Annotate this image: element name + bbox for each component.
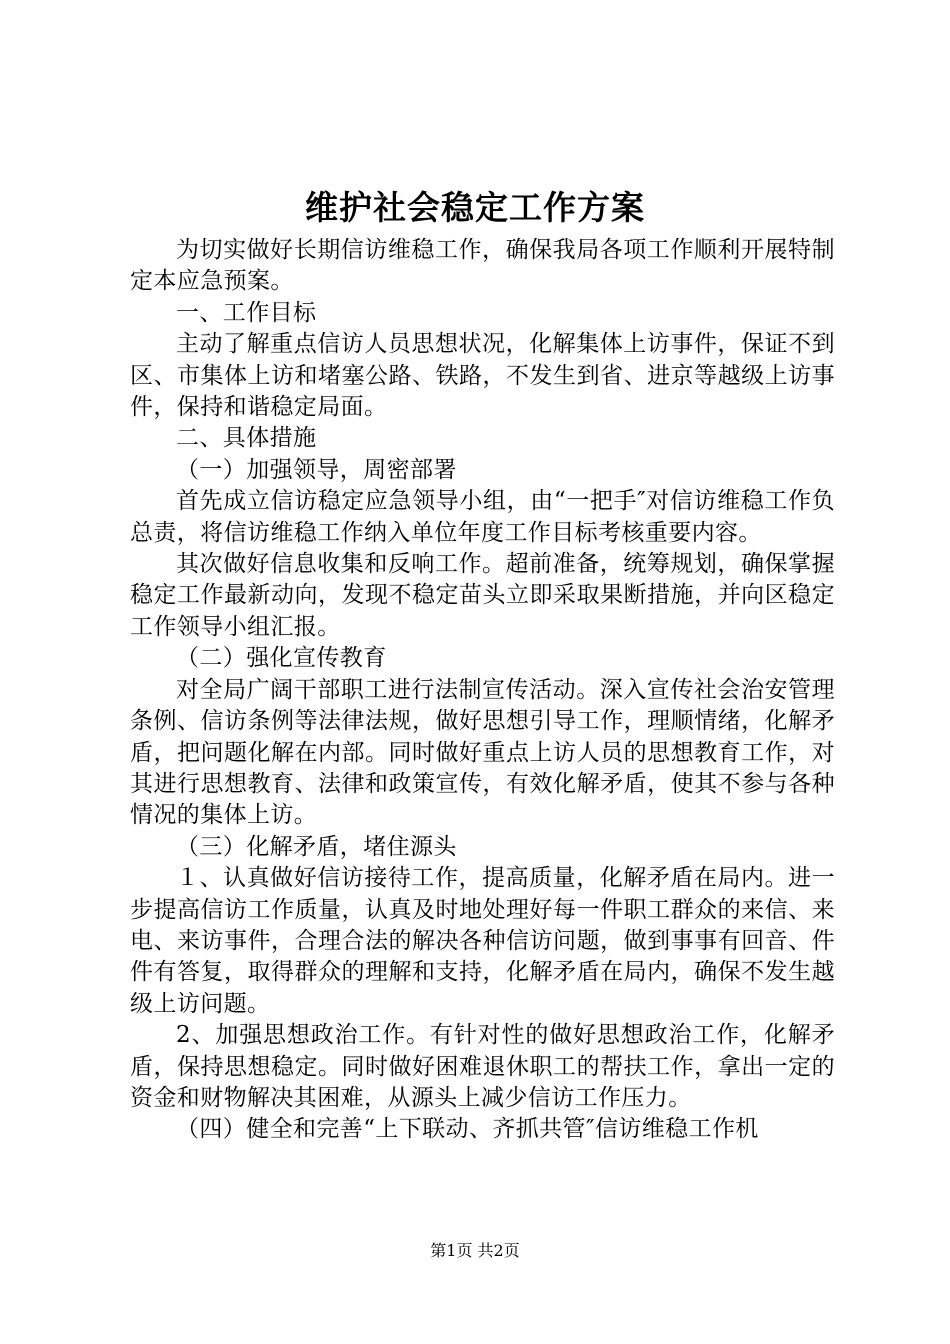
document-title: 维护社会稳定工作方案 <box>305 188 645 227</box>
section-heading-goals: 一、工作目标 <box>176 299 317 326</box>
education-paragraph: 对全局广阔干部职工进行法制宣传活动。深入宣传社会治安管理条例、信访条例等法律法规，做好思想引导工作，理顺情绪，化解矛盾，把问题化解在内部。同时做好重点上访人员的思想教育工作，对其进行思想教育、法律和政策宣传，有效化解矛盾，使其不参与各种情况的集体上访。 <box>130 676 835 829</box>
section-heading-measures: 二、具体措施 <box>176 425 317 452</box>
subheading-leadership: （一）加强领导，周密部署 <box>176 456 457 483</box>
intro-paragraph: 为切实做好长期信访维稳工作，确保我局各项工作顺利开展特制定本应急预案。 <box>130 237 835 295</box>
page-footer: 第1页 共2页 <box>430 1241 520 1260</box>
subheading-education: （二）强化宣传教育 <box>176 645 387 672</box>
leadership-paragraph-1: 首先成立信访稳定应急领导小组，由“一把手″对信访维稳工作负总责，将信访维稳工作纳入单位年度工作目标考核重要内容。 <box>130 488 835 546</box>
leadership-paragraph-2: 其次做好信息收集和反响工作。超前准备，统筹规划，确保掌握稳定工作最新动向，发现不稳定苗头立即采取果断措施，并向区稳定工作领导小组汇报。 <box>130 551 835 640</box>
subheading-resolve-conflicts: （三）化解矛盾，堵住源头 <box>176 833 457 860</box>
document-body <box>130 235 835 1146</box>
goals-paragraph: 主动了解重点信访人员思想状况，化解集体上访事件，保证不到区、市集体上访和堵塞公路、铁路，不发生到省、进京等越级上访事件，保持和谐稳定局面。 <box>130 331 835 421</box>
subheading-mechanism: （四）健全和完善“上下联动、齐抓共管″信访维稳工作机 <box>176 1116 759 1143</box>
resolve-paragraph-1: １、认真做好信访接待工作，提高质量，化解矛盾在局内。进一步提高信访工作质量，认真及时地处理好每一件职工群众的来信、来电、来访事件，合理合法的解决各种信访问题，做到事事有回音、件件有答复，取得群众的理解和支持，化解矛盾在局内，确保不发生越级上访问题。 <box>130 865 835 1017</box>
resolve-paragraph-2: 2、加强思想政治工作。有针对性的做好思想政治工作，化解矛盾，保持思想稳定。同时做好困难退休职工的帮扶工作，拿出一定的资金和财物解决其困难，从源头上减少信访工作压力。 <box>130 1022 835 1111</box>
